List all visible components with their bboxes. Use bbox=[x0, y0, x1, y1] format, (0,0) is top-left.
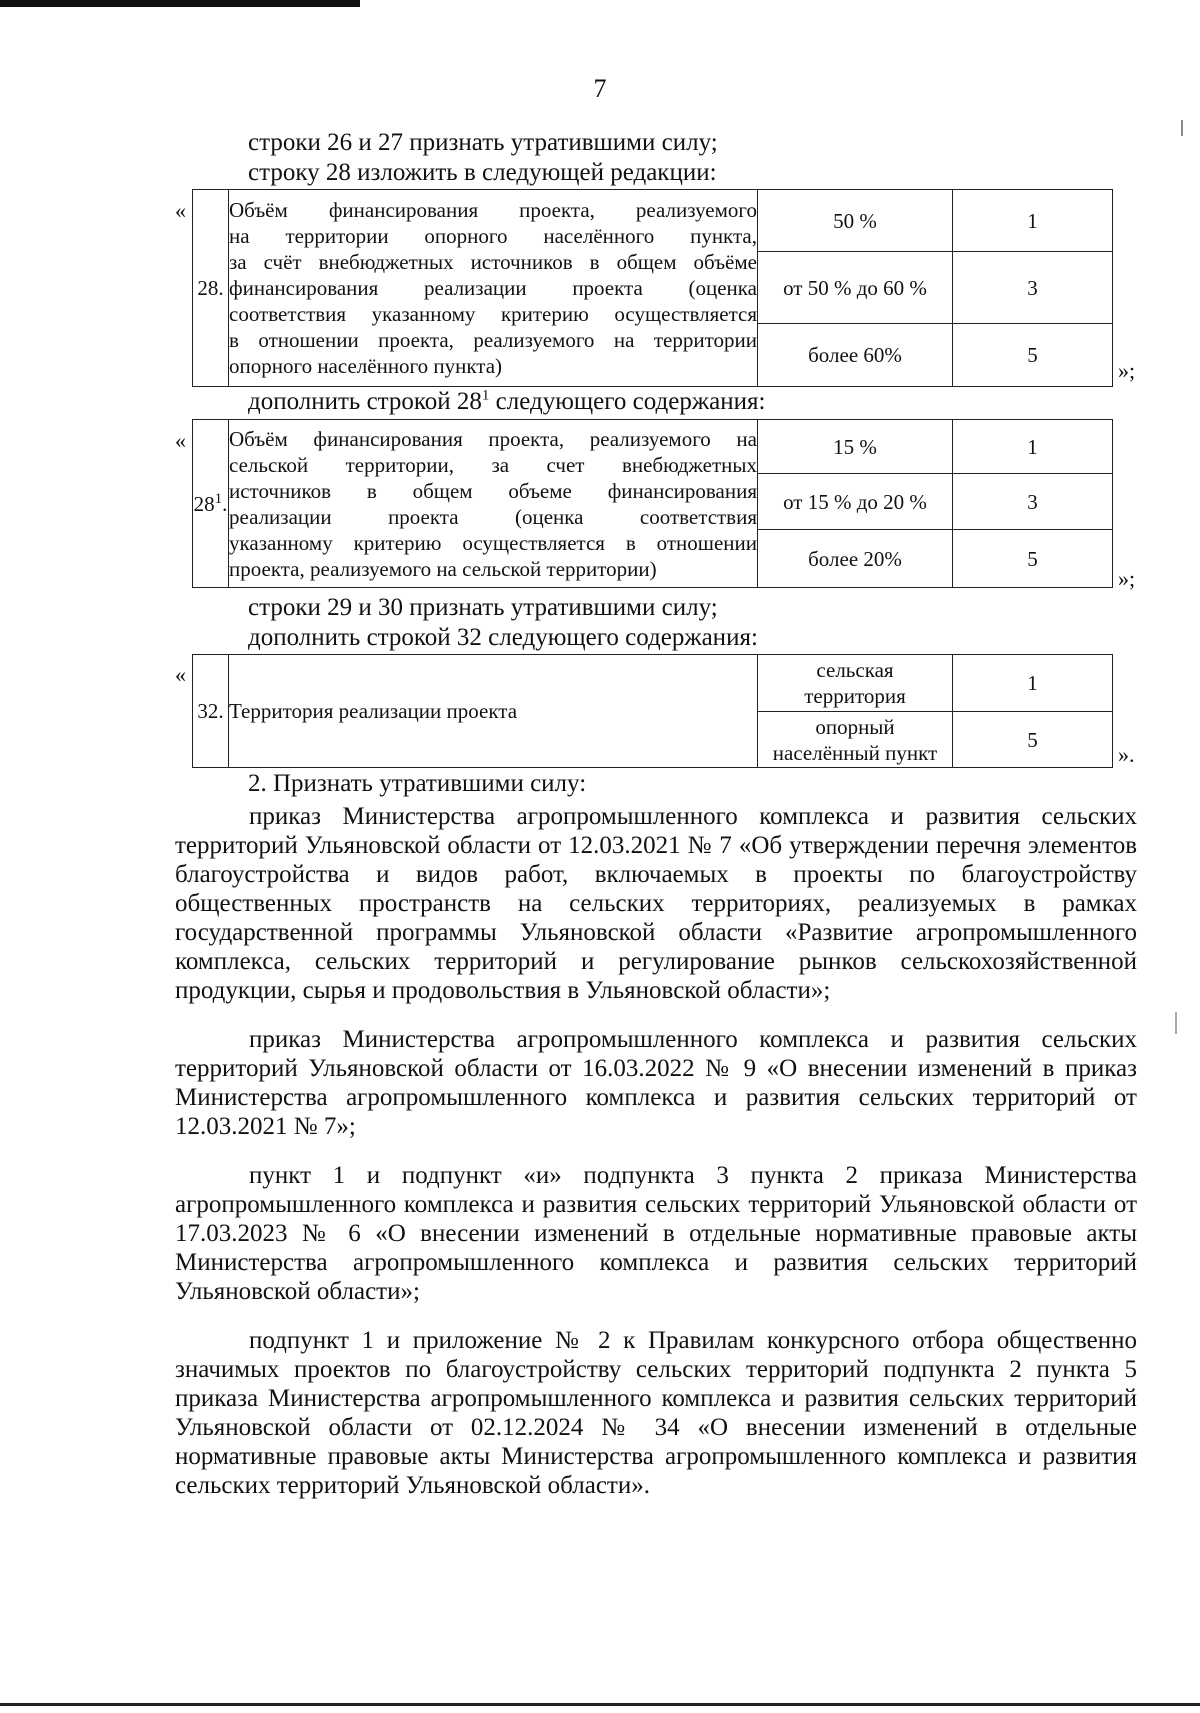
description-line: за счёт внебюджетных источников в общем объёме bbox=[229, 250, 757, 274]
description-line: источников в общем объеме финансирования bbox=[229, 478, 757, 503]
value-range: опорный населённый пункт bbox=[758, 712, 953, 768]
margin-mark bbox=[1181, 120, 1183, 136]
close-quote: ». bbox=[1118, 742, 1135, 767]
score: 1 bbox=[953, 420, 1113, 474]
description-line: опорного населённого пункта) bbox=[229, 354, 503, 378]
description-line: указанному критерию осуществляется в отношении bbox=[229, 530, 757, 555]
score: 5 bbox=[953, 324, 1113, 387]
row-28-intro-line: строку 28 изложить в следующей редакции: bbox=[248, 159, 717, 186]
score: 5 bbox=[953, 530, 1113, 588]
value-range: сельская территория bbox=[758, 655, 953, 712]
description-line: соответствия указанному критерию осуществляется bbox=[229, 302, 757, 326]
section-2-heading: 2. Признать утратившими силу: bbox=[248, 770, 587, 797]
score: 5 bbox=[953, 712, 1113, 768]
criteria-table-28 bbox=[192, 189, 1113, 387]
close-quote: »; bbox=[1118, 358, 1136, 383]
value-range: более 60% bbox=[758, 324, 953, 387]
description-line: проекта, реализуемого на сельской территории) bbox=[229, 556, 657, 581]
score: 3 bbox=[953, 252, 1113, 324]
criteria-table-32 bbox=[192, 654, 1113, 768]
close-quote: »; bbox=[1118, 566, 1136, 591]
description-line: реализации проекта (оценка соответствия bbox=[229, 504, 757, 529]
row-number: $28^1$. bbox=[193, 420, 229, 588]
scan-edge-top bbox=[0, 0, 360, 7]
open-quote: « bbox=[175, 198, 186, 223]
repealed-act-paragraph: приказ Министерства агропромышленного комплекса и развития сельских территорий Ульяновской области от 12.03.2021 № 7 «Об утверждении перечня элементов благоустройства и видов работ, включаемых в проекты по благоустройству общественных пространств на сельских территориях, реализуемых в рамках государственной программы Ульяновской области «Развитие агропромышленного комплекса, сельских территорий и регулирование рынков сельскохозяйственной продукции, сырья и продовольствия в Ульяновской области»; bbox=[175, 803, 1137, 1004]
open-quote: « bbox=[175, 428, 186, 453]
rows-26-27-line: строки 26 и 27 признать утратившими силу; bbox=[248, 129, 718, 156]
description-line: сельской территории, за счет внебюджетных bbox=[229, 452, 757, 477]
row-28-1-intro-line: дополнить строкой $28^1$ следующего содержания: bbox=[248, 387, 766, 415]
score: 1 bbox=[953, 655, 1113, 712]
value-range: от 15 % до 20 % bbox=[758, 474, 953, 530]
criteria-table-28-1 bbox=[192, 419, 1113, 588]
row-number: 32. bbox=[193, 655, 229, 768]
repealed-acts-list bbox=[175, 802, 1137, 1500]
repealed-act-paragraph: пункт 1 и подпункт «и» подпункта 3 пункта 2 приказа Министерства агропромышленного комплекса и развития сельских территорий Ульяновской области от 17.03.2023 № 6 «О внесении изменений в отдельные нормативные правовые акты Министерства агропромышленного комплекса и развития сельских территорий Ульяновской области»; bbox=[175, 1162, 1137, 1305]
row-number: 28. bbox=[193, 190, 229, 387]
score: 3 bbox=[953, 474, 1113, 530]
scan-edge-bottom bbox=[0, 1703, 1200, 1706]
value-range: 50 % bbox=[758, 190, 953, 252]
description-line: Объём финансирования проекта, реализуемого bbox=[229, 198, 757, 222]
repealed-act-paragraph: приказ Министерства агропромышленного комплекса и развития сельских территорий Ульяновской области от 16.03.2022 № 9 «О внесении изменений в приказ Министерства агропромышленного комплекса и развития сельских территорий от 12.03.2021 № 7»; bbox=[175, 1026, 1137, 1140]
value-range: от 50 % до 60 % bbox=[758, 252, 953, 324]
description-line: в отношении проекта, реализуемого на территории bbox=[229, 328, 757, 352]
repealed-act-paragraph: подпункт 1 и приложение № 2 к Правилам конкурсного отбора общественно значимых проектов по благоустройству сельских территорий подпункта 2 пункта 5 приказа Министерства агропромышленного комплекса и развития сельских территорий Ульяновской области от 02.12.2024 № 34 «О внесении изменений в отдельные нормативные правовые акты Министерства агропромышленного комплекса и развития сельских территорий Ульяновской области». bbox=[175, 1327, 1137, 1499]
description-line: Объём финансирования проекта, реализуемого на bbox=[229, 426, 757, 451]
open-quote: « bbox=[175, 662, 186, 687]
value-range: более 20% bbox=[758, 530, 953, 588]
page-number: 7 bbox=[593, 74, 607, 103]
row-32-intro-line: дополнить строкой 32 следующего содержания: bbox=[248, 624, 758, 651]
score: 1 bbox=[953, 190, 1113, 252]
value-range: 15 % bbox=[758, 420, 953, 474]
criterion-description: Территория реализации проекта bbox=[229, 655, 758, 768]
margin-mark bbox=[1175, 1012, 1177, 1034]
rows-29-30-line: строки 29 и 30 признать утратившими силу; bbox=[248, 594, 718, 621]
description-line: финансирования реализации проекта (оценка bbox=[229, 276, 757, 300]
criterion-description bbox=[229, 190, 758, 387]
criterion-description bbox=[229, 420, 758, 588]
description-line: на территории опорного населённого пункта, bbox=[229, 224, 757, 248]
